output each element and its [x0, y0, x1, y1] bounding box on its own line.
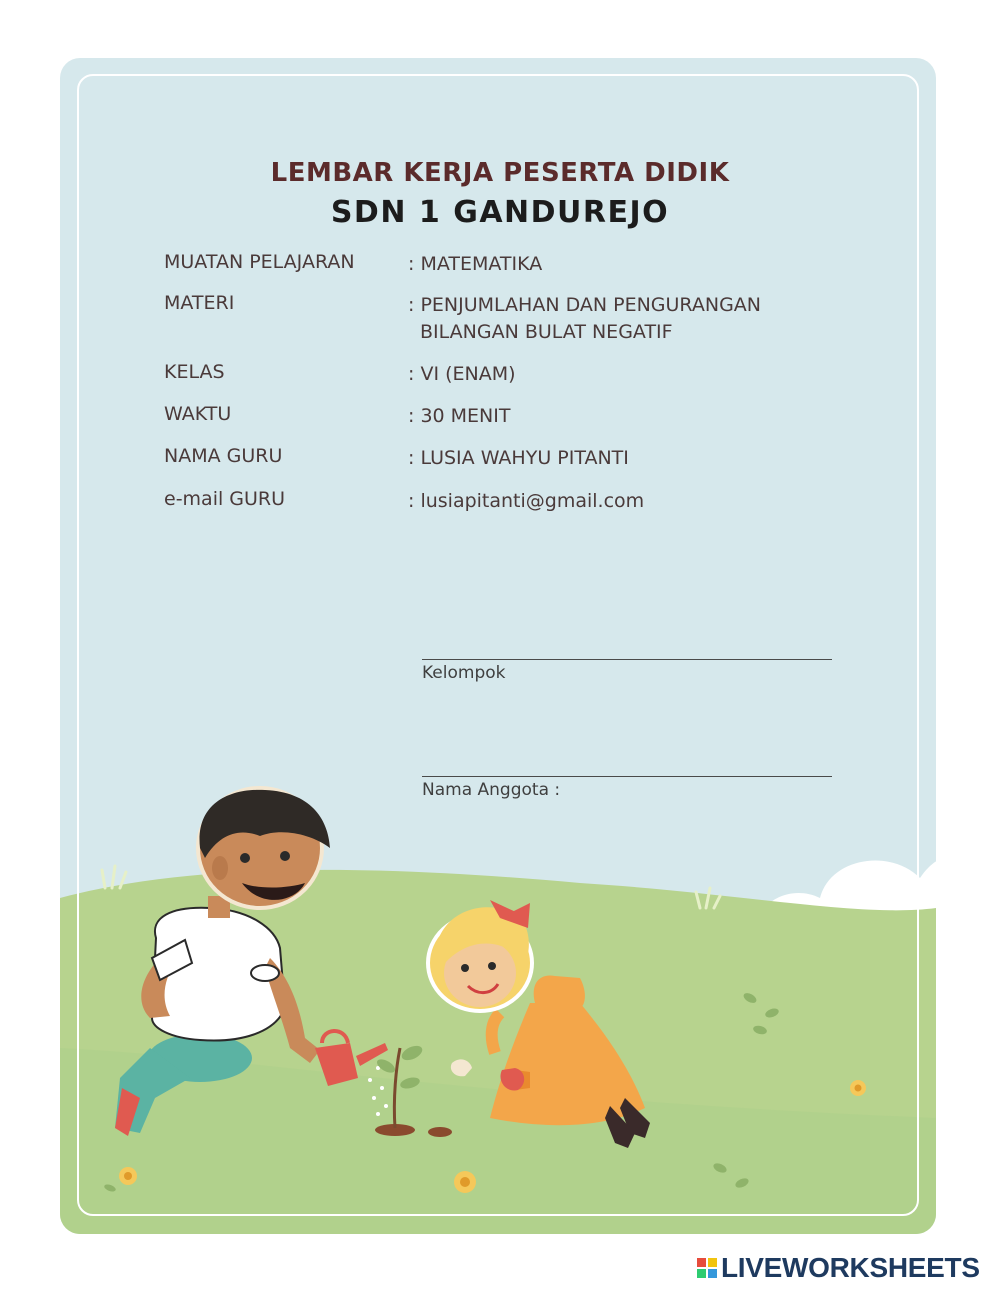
kelompok-label: Kelompok: [422, 663, 506, 683]
info-value: : VI (ENAM): [408, 363, 516, 385]
info-label: MUATAN PELAJARAN: [164, 251, 355, 273]
info-value-continued: BILANGAN BULAT NEGATIF: [420, 321, 673, 343]
info-label: KELAS: [164, 361, 225, 383]
logo-icon: [697, 1258, 717, 1278]
info-value: : lusiapitanti@gmail.com: [408, 490, 645, 512]
liveworksheets-logo[interactable]: [697, 1252, 980, 1284]
info-value: : LUSIA WAHYU PITANTI: [408, 447, 629, 469]
info-label: e-mail GURU: [164, 488, 286, 510]
info-value: : PENJUMLAHAN DAN PENGURANGAN: [408, 294, 762, 316]
info-value: : MATEMATIKA: [408, 253, 543, 275]
school-name: SDN 1 GANDUREJO: [330, 195, 670, 230]
nama-anggota-label: Nama Anggota :: [422, 780, 561, 800]
cover-illustration: [60, 58, 936, 1234]
info-value: : 30 MENIT: [408, 405, 511, 427]
logo-text: LIVEWORKSHEETS: [721, 1252, 980, 1283]
info-label: MATERI: [164, 292, 235, 314]
worksheet-title: LEMBAR KERJA PESERTA DIDIK: [270, 158, 730, 188]
info-label: WAKTU: [164, 403, 232, 425]
info-label: NAMA GURU: [164, 445, 283, 467]
